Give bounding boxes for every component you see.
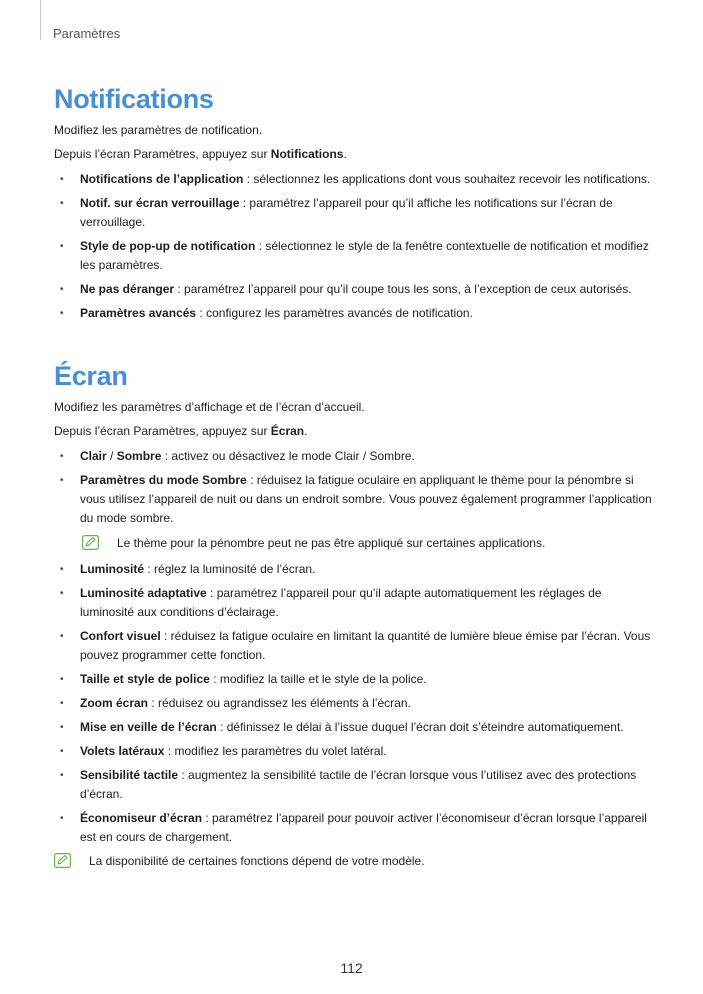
inner-note-text: Le thème pour la pénombre peut ne pas être appliqué sur certaines applications. (117, 536, 546, 550)
list-item: • Volets latéraux : modifiez les paramètres du volet latéral. (54, 742, 654, 761)
list-item: • Taille et style de police : modifiez la taille et le style de la police. (54, 670, 654, 689)
ecran-section (54, 359, 654, 870)
list-item: • Paramètres avancés : configurez les paramètres avancés de notification. (54, 304, 654, 323)
note-pencil-icon (54, 853, 71, 868)
notifications-path: Depuis l’écran Paramètres, appuyez sur Notifications. (54, 147, 347, 161)
notifications-path-target: Notifications (270, 147, 344, 161)
list-item: • Sensibilité tactile : augmentez la sensibilité tactile de l’écran lorsque vous l’utilisez avec des protections d’écran. (54, 766, 654, 804)
list-item: • Clair / Sombre : activez ou désactivez le mode Clair / Sombre. (54, 447, 654, 466)
list-item: • Mise en veille de l’écran : définissez le délai à l’issue duquel l’écran doit s’éteindre automatiquement. (54, 718, 654, 737)
section-title-ecran: Écran (54, 361, 128, 391)
ecran-list-a (54, 447, 654, 528)
list-item: • Zoom écran : réduisez ou agrandissez les éléments à l’écran. (54, 694, 654, 713)
notifications-section (54, 82, 654, 323)
section-title-notifications: Notifications (54, 84, 214, 114)
outer-note-text: La disponibilité de certaines fonctions dépend de votre modèle. (89, 854, 425, 868)
list-item: • Notifications de l’application : sélectionnez les applications dont vous souhaitez recevoir les notifications. (54, 170, 654, 189)
list-item: • Luminosité : réglez la luminosité de l’écran. (54, 560, 654, 579)
notifications-list (54, 170, 654, 323)
notifications-intro: Modifiez les paramètres de notification. (54, 123, 263, 137)
page-content (54, 82, 654, 878)
page-number: 112 (340, 960, 363, 976)
outer-note (54, 852, 654, 870)
list-item: • Notif. sur écran verrouillage : paramétrez l’appareil pour qu’il affiche les notifications sur l’écran de verrouillage. (54, 194, 654, 232)
list-item: • Confort visuel : réduisez la fatigue oculaire en limitant la quantité de lumière bleue émise par l’écran. Vous pouvez programmer cette fonction. (54, 627, 654, 665)
header-rule (40, 0, 41, 40)
list-item: • Style de pop-up de notification : sélectionnez le style de la fenêtre contextuelle de notification et modifiez les paramètres. (54, 237, 654, 275)
ecran-path: Depuis l’écran Paramètres, appuyez sur Écran. (54, 424, 308, 438)
list-item: • Luminosité adaptative : paramétrez l’appareil pour qu’il adapte automatiquement les réglages de luminosité aux conditions d’éclairage. (54, 584, 654, 622)
ecran-intro: Modifiez les paramètres d’affichage et de l’écran d’accueil. (54, 400, 365, 414)
running-head: Paramètres (53, 26, 121, 41)
ecran-path-target: Écran (270, 424, 305, 438)
inner-note (54, 534, 654, 552)
list-item: • Économiseur d’écran : paramétrez l’appareil pour pouvoir activer l’économiseur d’écran lorsque l’appareil est en cours de chargement. (54, 809, 654, 847)
ecran-list-b (54, 560, 654, 847)
note-pencil-icon (82, 535, 99, 550)
list-item: • Paramètres du mode Sombre : réduisez la fatigue oculaire en appliquant le thème pour la pénombre si vous utilisez l’appareil de nuit ou dans un endroit sombre. Vous pouvez également programmer l’application du mode sombre. (54, 471, 654, 528)
list-item: • Ne pas déranger : paramétrez l’appareil pour qu’il coupe tous les sons, à l’exception de ceux autorisés. (54, 280, 654, 299)
